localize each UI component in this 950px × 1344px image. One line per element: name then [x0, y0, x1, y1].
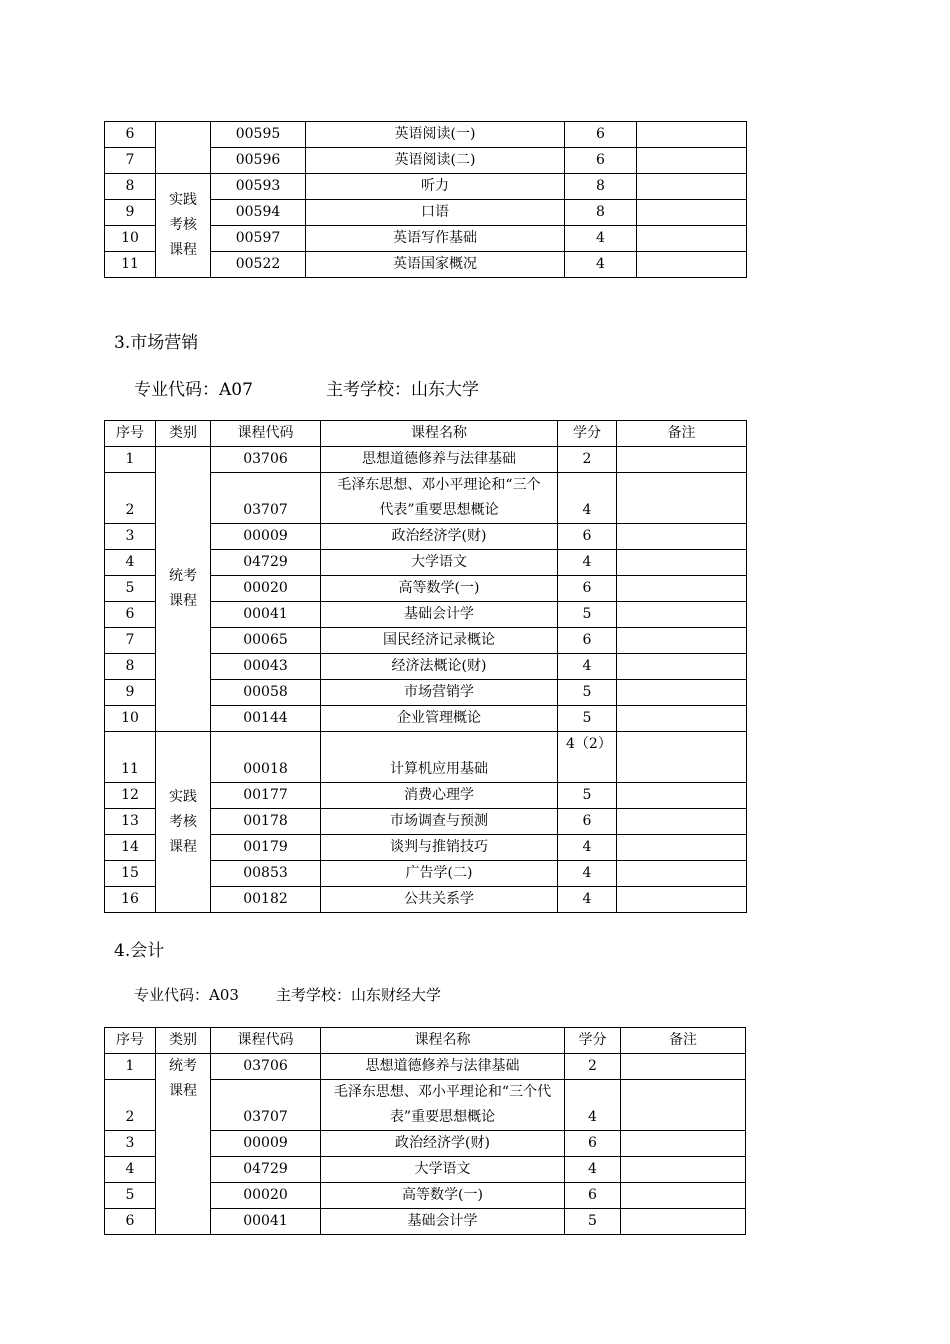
category-unified — [156, 447, 211, 732]
row-number: 5 — [105, 1183, 156, 1209]
header-credit: 学分 — [565, 1028, 621, 1054]
course-code: 03707 — [211, 473, 321, 524]
course-name: 英语阅读(二) — [306, 148, 565, 174]
row-number: 15 — [105, 861, 156, 887]
course-note — [617, 550, 747, 576]
category-practice — [156, 732, 211, 913]
row-number: 7 — [105, 628, 156, 654]
course-credit: 6 — [558, 809, 617, 835]
row-number: 16 — [105, 887, 156, 913]
category-line: 统考 — [169, 568, 197, 584]
header-name: 课程名称 — [321, 421, 558, 447]
course-credit: 6 — [565, 122, 637, 148]
course-credit: 5 — [558, 680, 617, 706]
course-note — [621, 1080, 746, 1131]
course-credit: 4 — [565, 1157, 621, 1183]
course-name: 毛泽东思想、邓小平理论和“三个代表”重要思想概论 — [321, 473, 558, 524]
row-number: 7 — [105, 148, 156, 174]
course-code: 00179 — [211, 835, 321, 861]
row-number: 4 — [105, 1157, 156, 1183]
category-line: 课程 — [169, 1083, 197, 1099]
table-row — [105, 174, 747, 200]
course-name: 高等数学(一) — [321, 1183, 565, 1209]
course-table-english — [104, 121, 747, 278]
row-number: 4 — [105, 550, 156, 576]
course-name: 思想道德修养与法律基础 — [321, 447, 558, 473]
course-code: 04729 — [211, 550, 321, 576]
course-note — [617, 680, 747, 706]
course-credit: 5 — [558, 602, 617, 628]
course-name: 计算机应用基础 — [321, 732, 558, 783]
course-code: 00009 — [211, 1131, 321, 1157]
row-number: 11 — [105, 732, 156, 783]
course-credit: 4 — [558, 835, 617, 861]
table-header-row — [105, 1028, 746, 1054]
course-note — [617, 835, 747, 861]
row-number: 9 — [105, 680, 156, 706]
exam-school-label: 主考学校：山东大学 — [326, 380, 479, 400]
header-number: 序号 — [105, 421, 156, 447]
row-number: 1 — [105, 447, 156, 473]
course-note — [617, 654, 747, 680]
course-note — [617, 732, 747, 783]
header-category: 类别 — [156, 421, 211, 447]
course-name: 经济法概论(财) — [321, 654, 558, 680]
course-credit: 5 — [558, 783, 617, 809]
course-code: 00058 — [211, 680, 321, 706]
table-row — [105, 447, 747, 473]
course-name: 广告学(二) — [321, 861, 558, 887]
course-code: 00043 — [211, 654, 321, 680]
course-note — [617, 809, 747, 835]
course-code: 00182 — [211, 887, 321, 913]
course-name: 企业管理概论 — [321, 706, 558, 732]
course-name: 思想道德修养与法律基础 — [321, 1054, 565, 1080]
header-category: 类别 — [156, 1028, 211, 1054]
course-credit: 6 — [558, 576, 617, 602]
row-number: 6 — [105, 602, 156, 628]
table-header-row — [105, 421, 747, 447]
course-credit: 8 — [565, 200, 637, 226]
course-name: 口语 — [306, 200, 565, 226]
row-number: 11 — [105, 252, 156, 278]
header-name: 课程名称 — [321, 1028, 565, 1054]
category-line: 实践 — [169, 788, 197, 805]
course-credit: 6 — [558, 628, 617, 654]
course-note — [637, 226, 747, 252]
course-credit: 4 — [558, 887, 617, 913]
major-code-label: 专业代码：A03 — [134, 986, 239, 1004]
category-line: 课程 — [169, 838, 197, 855]
course-name: 基础会计学 — [321, 602, 558, 628]
category-line: 课程 — [169, 242, 197, 258]
course-code: 00041 — [211, 1209, 321, 1235]
course-code: 00041 — [211, 602, 321, 628]
course-code: 03706 — [211, 447, 321, 473]
course-name: 高等数学(一) — [321, 576, 558, 602]
course-name: 大学语文 — [321, 550, 558, 576]
section-heading-accounting: 4.会计 — [114, 941, 165, 961]
course-credit: 5 — [565, 1209, 621, 1235]
course-note — [637, 122, 747, 148]
header-code: 课程代码 — [211, 1028, 321, 1054]
row-number: 10 — [105, 706, 156, 732]
course-credit: 6 — [565, 148, 637, 174]
course-note — [617, 783, 747, 809]
course-note — [637, 174, 747, 200]
course-note — [621, 1054, 746, 1080]
category-line: 考核 — [169, 813, 197, 830]
course-code: 00593 — [211, 174, 306, 200]
course-note — [637, 148, 747, 174]
category-unified — [156, 1054, 211, 1235]
table-row — [105, 1054, 746, 1080]
course-name: 国民经济记录概论 — [321, 628, 558, 654]
section-heading-marketing: 3.市场营销 — [114, 333, 199, 353]
course-note — [617, 447, 747, 473]
course-credit: 6 — [558, 524, 617, 550]
table-row — [105, 122, 747, 148]
row-number: 3 — [105, 524, 156, 550]
course-name: 英语阅读(一) — [306, 122, 565, 148]
category-line: 统考 — [169, 1058, 197, 1074]
course-name: 消费心理学 — [321, 783, 558, 809]
row-number: 12 — [105, 783, 156, 809]
category-practice — [156, 174, 211, 278]
row-number: 9 — [105, 200, 156, 226]
course-code: 00065 — [211, 628, 321, 654]
course-note — [621, 1131, 746, 1157]
course-note — [617, 602, 747, 628]
course-credit: 6 — [565, 1183, 621, 1209]
header-credit: 学分 — [558, 421, 617, 447]
course-code: 00178 — [211, 809, 321, 835]
course-name: 基础会计学 — [321, 1209, 565, 1235]
table-row — [105, 732, 747, 783]
major-code-label: 专业代码：A07 — [134, 380, 253, 400]
row-number: 14 — [105, 835, 156, 861]
category-line: 实践 — [169, 192, 197, 208]
course-note — [617, 524, 747, 550]
header-number: 序号 — [105, 1028, 156, 1054]
row-number: 1 — [105, 1054, 156, 1080]
course-code: 00020 — [211, 1183, 321, 1209]
course-name: 市场调查与预测 — [321, 809, 558, 835]
course-note — [617, 887, 747, 913]
course-note — [617, 473, 747, 524]
course-code: 00594 — [211, 200, 306, 226]
category-line: 课程 — [169, 593, 197, 609]
course-name: 市场营销学 — [321, 680, 558, 706]
course-credit: 4 — [565, 226, 637, 252]
course-credit: 4 — [558, 654, 617, 680]
row-number: 3 — [105, 1131, 156, 1157]
course-note — [621, 1183, 746, 1209]
course-note — [617, 628, 747, 654]
course-code: 00144 — [211, 706, 321, 732]
course-note — [617, 576, 747, 602]
course-credit: 8 — [565, 174, 637, 200]
course-code: 00018 — [211, 732, 321, 783]
course-note — [621, 1157, 746, 1183]
row-number: 2 — [105, 1080, 156, 1131]
exam-school-label: 主考学校：山东财经大学 — [276, 986, 442, 1004]
header-note: 备注 — [621, 1028, 746, 1054]
course-table-marketing — [104, 420, 747, 913]
course-credit: 4 — [565, 1080, 621, 1131]
category-cell-blank — [156, 122, 211, 174]
course-code: 00597 — [211, 226, 306, 252]
row-number: 13 — [105, 809, 156, 835]
row-number: 8 — [105, 654, 156, 680]
course-note — [617, 706, 747, 732]
row-number: 8 — [105, 174, 156, 200]
course-credit: 4 — [558, 861, 617, 887]
course-name: 政治经济学(财) — [321, 1131, 565, 1157]
course-note — [621, 1209, 746, 1235]
course-note — [637, 200, 747, 226]
header-code: 课程代码 — [211, 421, 321, 447]
course-credit: 4（2） — [558, 732, 617, 783]
course-name: 谈判与推销技巧 — [321, 835, 558, 861]
course-code: 00596 — [211, 148, 306, 174]
course-name: 大学语文 — [321, 1157, 565, 1183]
row-number: 5 — [105, 576, 156, 602]
course-credit: 2 — [558, 447, 617, 473]
course-code: 03707 — [211, 1080, 321, 1131]
header-note: 备注 — [617, 421, 747, 447]
course-code: 00522 — [211, 252, 306, 278]
course-credit: 4 — [565, 252, 637, 278]
course-note — [617, 861, 747, 887]
course-name: 公共关系学 — [321, 887, 558, 913]
course-code: 00009 — [211, 524, 321, 550]
course-code: 00595 — [211, 122, 306, 148]
course-credit: 5 — [558, 706, 617, 732]
course-code: 00020 — [211, 576, 321, 602]
row-number: 2 — [105, 473, 156, 524]
course-credit: 4 — [558, 550, 617, 576]
course-note — [637, 252, 747, 278]
course-credit: 4 — [558, 473, 617, 524]
course-credit: 6 — [565, 1131, 621, 1157]
course-table-accounting — [104, 1027, 746, 1235]
category-line: 考核 — [169, 217, 197, 233]
row-number: 6 — [105, 1209, 156, 1235]
course-name: 听力 — [306, 174, 565, 200]
course-name: 毛泽东思想、邓小平理论和“三个代表”重要思想概论 — [321, 1080, 565, 1131]
course-name: 英语国家概况 — [306, 252, 565, 278]
course-code: 04729 — [211, 1157, 321, 1183]
course-code: 00853 — [211, 861, 321, 887]
course-code: 00177 — [211, 783, 321, 809]
course-code: 03706 — [211, 1054, 321, 1080]
row-number: 10 — [105, 226, 156, 252]
course-credit: 2 — [565, 1054, 621, 1080]
course-name: 政治经济学(财) — [321, 524, 558, 550]
course-name: 英语写作基础 — [306, 226, 565, 252]
row-number: 6 — [105, 122, 156, 148]
